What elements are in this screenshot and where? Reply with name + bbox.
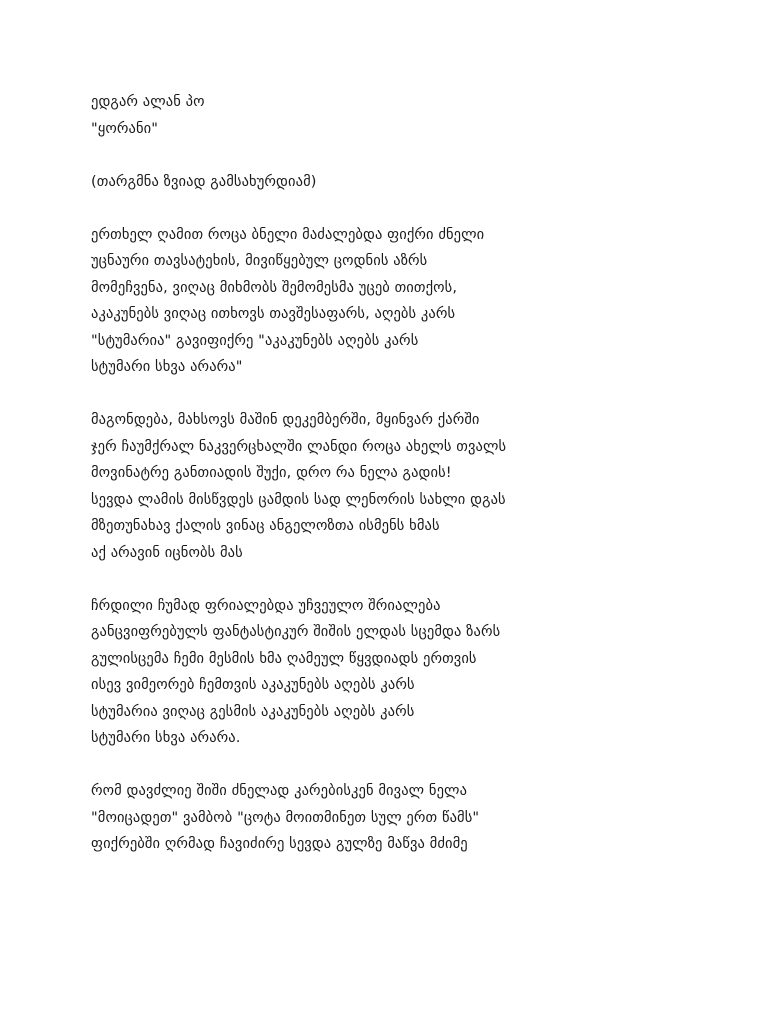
stanza-1	[91, 222, 731, 381]
poem-title: "ყორანი"	[91, 120, 159, 137]
blank-line	[91, 381, 731, 408]
stanza-line: აკაკუნებს ვიღაც ითხოვს თავშესაფარს, აღებს კარს	[91, 306, 456, 322]
stanza-line: განცვიფრებულს ფანტასტიკურ შიშის ელდას სცემდა ზარს	[91, 624, 501, 640]
blank-line	[91, 142, 731, 169]
stanza-line: ჩრდილი ჩუმად ფრიალებდა უჩვეულო შრიალება	[91, 597, 441, 614]
stanza-line: რომ დავძლიე შიში ძნელად კარებისკენ მივალ ნელა	[91, 783, 468, 799]
blank-line	[91, 195, 731, 222]
stanza-line: "მოიცადეთ" ვამბობ "ცოტა მოითმინეთ სულ ერთ წამს"	[91, 809, 480, 826]
stanza-line: მოვინატრე განთიადის შუქი, დრო რა ნელა გადის!	[91, 465, 452, 481]
stanza-line: სევდა ლამის მისწვდეს ცამდის სად ლენორის სახლი დგას	[91, 491, 506, 508]
stanza-4	[91, 778, 731, 858]
stanza-3	[91, 593, 731, 752]
stanza-line: ფიქრებში ღრმად ჩავიძირე სევდა გულზე მაწვა მძიმე	[91, 836, 468, 852]
stanza-line: ჯერ ჩაუმქრალ ნაკვერცხალში ლანდი როცა ახელს თვალს	[91, 438, 507, 455]
stanza-line: აქ არავინ იცნობს მას	[91, 544, 243, 561]
blank-line	[91, 566, 731, 593]
stanza-line: უცნაური თავსატეხის, მივიწყებულ ცოდნის აზრს	[91, 253, 428, 269]
blank-line	[91, 752, 731, 779]
stanza-line: სტუმარი სხვა არარა"	[91, 359, 243, 375]
stanza-line: სტუმარი სხვა არარა.	[91, 730, 241, 746]
stanza-2	[91, 407, 731, 566]
stanza-line: ერთხელ ღამით როცა ბნელი მაძალებდა ფიქრი ძნელი	[91, 226, 485, 243]
author-line: ედგარ ალან პო	[91, 94, 205, 110]
stanza-line: მომეჩვენა, ვიღაც მიხმობს შემომესმა უცებ თითქოს,	[91, 279, 458, 296]
stanza-line: სტუმარია ვიღაც გესმის აკაკუნებს აღებს კარს	[91, 703, 415, 720]
stanza-line: მაგონდება, მახსოვს მაშინ დეკემბერში, მყინვარ ქარში	[91, 412, 480, 428]
stanza-line: გულისცემა ჩემი მესმის ხმა ღამეულ წყვდიადს ერთვის	[91, 650, 477, 667]
stanza-line: მზეთუნახავ ქალის ვინაც ანგელოზთა ისმენს ხმას	[91, 518, 440, 534]
stanza-line: "სტუმარია" გავიფიქრე "აკაკუნებს აღებს კარს	[91, 332, 419, 349]
translator-line: (თარგმნა ზვიად გამსახურდიამ)	[91, 173, 317, 190]
stanza-line: ისევ ვიმეორებ ჩემთვის აკაკუნებს აღებს კარს	[91, 677, 415, 693]
document-page	[91, 89, 731, 858]
